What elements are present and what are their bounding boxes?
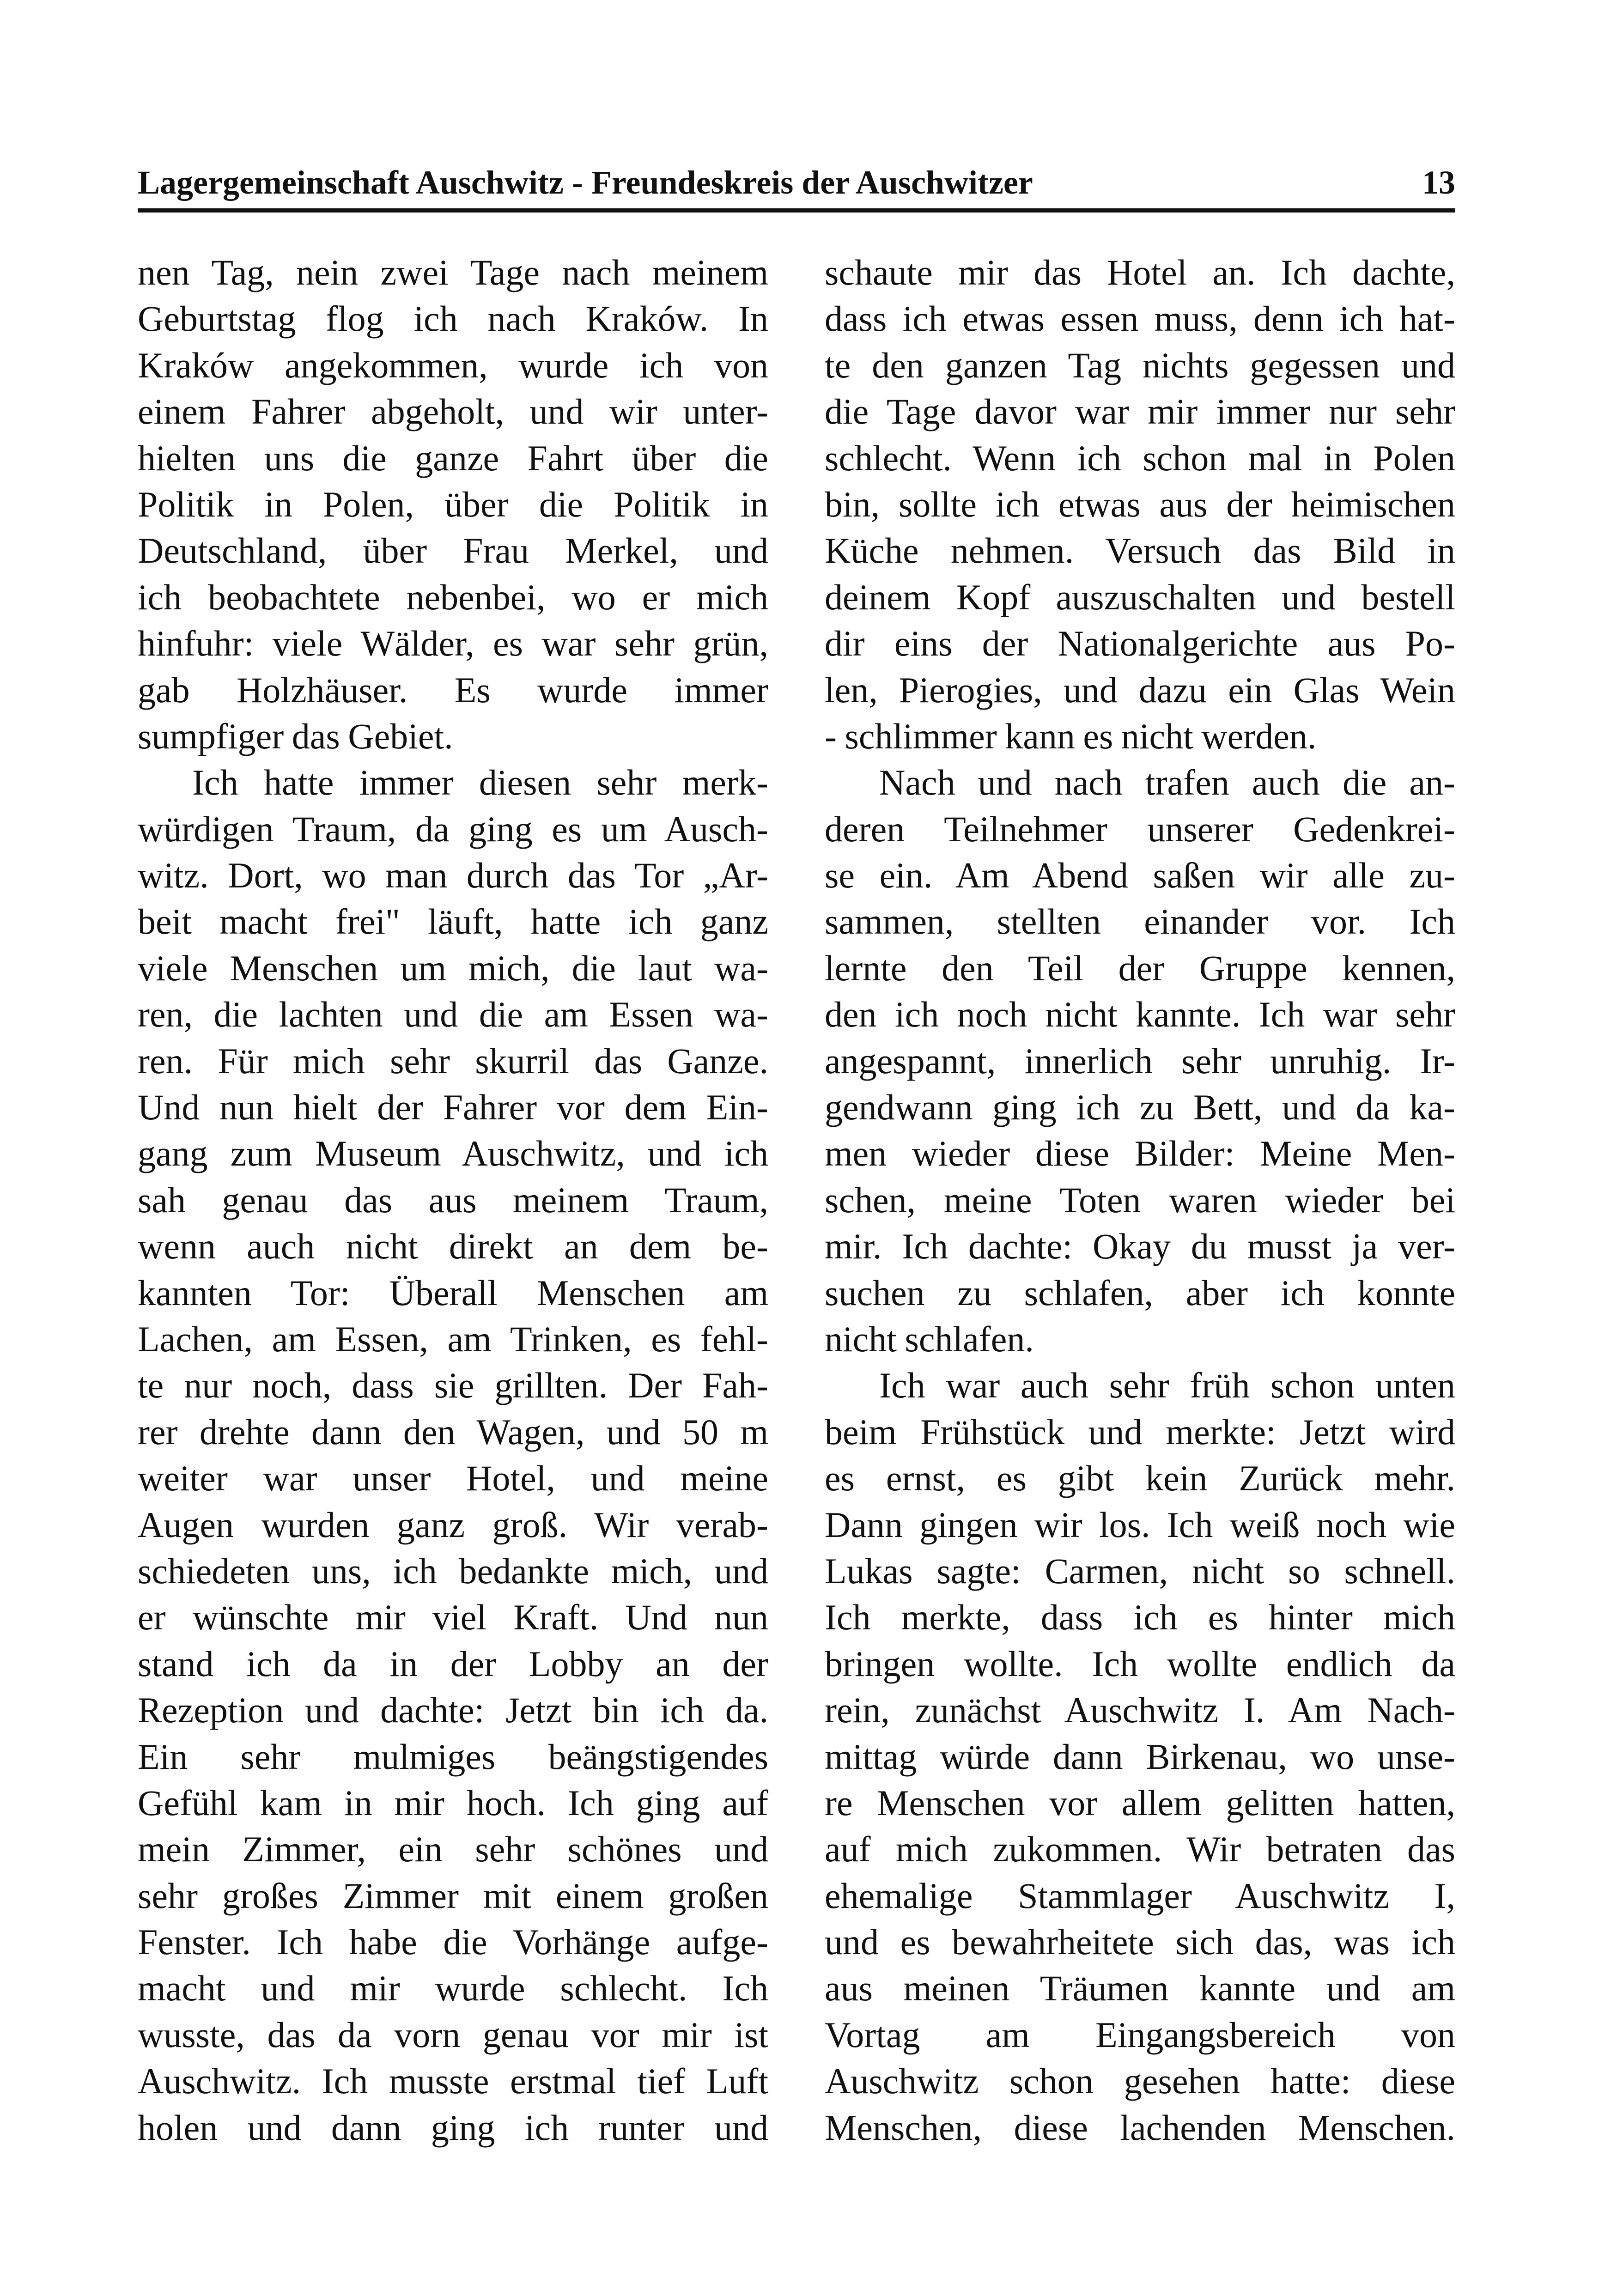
text-line: angespannt, innerlich sehr unruhig. Ir- (825, 1040, 1455, 1081)
text-line: Vortag am Eingangsbereich von (825, 2014, 1455, 2055)
text-line: se ein. Am Abend saßen wir alle zu- (825, 855, 1455, 896)
text-line: mir. Ich dachte: Okay du musst ja ver- (825, 1226, 1455, 1267)
text-line: beim Frühstück und merkte: Jetzt wird (825, 1411, 1455, 1452)
text-column-left (138, 249, 768, 2151)
text-line: Rezeption und dachte: Jetzt bin ich da. (138, 1690, 768, 1731)
text-line: Ich merkte, dass ich es hinter mich (825, 1597, 1455, 1638)
text-line: nicht schlafen. (825, 1318, 1034, 1359)
text-line: Nach und nach trafen auch die an- (879, 762, 1455, 803)
text-line: würdigen Traum, da ging es um Ausch- (138, 808, 768, 849)
text-line: gang zum Museum Auschwitz, und ich (138, 1133, 768, 1174)
text-line: Ich hatte immer diesen sehr merk- (192, 762, 768, 803)
text-line: Auschwitz. Ich musste erstmal tief Luft (138, 2061, 768, 2102)
text-line: rein, zunächst Auschwitz I. Am Nach- (825, 1690, 1455, 1731)
text-line: - schlimmer kann es nicht werden. (825, 716, 1317, 756)
text-line: Fenster. Ich habe die Vorhänge aufge- (138, 1922, 768, 1962)
text-line: er wünschte mir viel Kraft. Und nun (138, 1597, 768, 1638)
text-line: rer drehte dann den Wagen, und 50 m (138, 1411, 768, 1452)
text-line: kannten Tor: Überall Menschen am (138, 1272, 768, 1313)
text-line: dir eins der Nationalgerichte aus Po- (825, 623, 1455, 664)
text-line: sammen, stellten einander vor. Ich (825, 901, 1455, 942)
text-line: gendwann ging ich zu Bett, und da ka- (825, 1087, 1455, 1128)
text-line: men wieder diese Bilder: Meine Men- (825, 1133, 1455, 1174)
text-line: dass ich etwas essen muss, denn ich hat- (825, 298, 1455, 339)
running-header (138, 162, 1455, 213)
text-line: deren Teilnehmer unserer Gedenkrei- (825, 808, 1455, 849)
text-line: den ich noch nicht kannte. Ich war sehr (825, 994, 1455, 1035)
text-line: Lukas sagte: Carmen, nicht so schnell. (825, 1550, 1455, 1591)
text-line: macht und mir wurde schlecht. Ich (138, 1968, 768, 2009)
text-line: holen und dann ging ich runter und (138, 2107, 768, 2148)
text-line: ich beobachtete nebenbei, wo er mich (138, 577, 768, 617)
text-line: Lachen, am Essen, am Trinken, es fehl- (138, 1318, 768, 1359)
text-line: Deutschland, über Frau Merkel, und (138, 530, 768, 571)
text-line: gab Holzhäuser. Es wurde immer (138, 669, 768, 710)
text-line: Geburtstag flog ich nach Kraków. In (138, 298, 768, 339)
text-line: lernte den Teil der Gruppe kennen, (825, 948, 1455, 988)
text-line: deinem Kopf auszuschalten und bestell (825, 577, 1455, 617)
text-line: sehr großes Zimmer mit einem großen (138, 1875, 768, 1916)
text-line: aus meinen Träumen kannte und am (825, 1968, 1455, 2009)
text-line: mein Zimmer, ein sehr schönes und (138, 1829, 768, 1870)
text-line: Kraków angekommen, wurde ich von (138, 345, 768, 385)
text-line: re Menschen vor allem gelitten hatten, (825, 1782, 1455, 1823)
text-line: wusste, das da vorn genau vor mir ist (138, 2014, 768, 2055)
text-line: ren, die lachten und die am Essen wa- (138, 994, 768, 1035)
text-line: ren. Für mich sehr skurril das Ganze. (138, 1040, 768, 1081)
text-line: Ein sehr mulmiges beängstigendes (138, 1736, 768, 1777)
text-line: Gefühl kam in mir hoch. Ich ging auf (138, 1782, 768, 1823)
text-line: Auschwitz schon gesehen hatte: diese (825, 2061, 1455, 2102)
text-line: Augen wurden ganz groß. Wir verab- (138, 1504, 768, 1545)
page-number: 13 (1422, 164, 1455, 201)
text-line: Küche nehmen. Versuch das Bild in (825, 530, 1455, 571)
text-line: schlecht. Wenn ich schon mal in Polen (825, 437, 1455, 478)
text-line: mittag würde dann Birkenau, wo unse- (825, 1736, 1455, 1777)
text-line: weiter war unser Hotel, und meine (138, 1458, 768, 1499)
text-line: viele Menschen um mich, die laut wa- (138, 948, 768, 988)
text-line: te den ganzen Tag nichts gegessen und (825, 345, 1455, 385)
text-line: len, Pierogies, und dazu ein Glas Wein (825, 669, 1455, 710)
text-line: wenn auch nicht direkt an dem be- (138, 1226, 768, 1267)
text-line: hielten uns die ganze Fahrt über die (138, 437, 768, 478)
text-line: sah genau das aus meinem Traum, (138, 1179, 768, 1220)
text-line: Ich war auch sehr früh schon unten (879, 1365, 1455, 1406)
text-line: stand ich da in der Lobby an der (138, 1643, 768, 1684)
text-line: bringen wollte. Ich wollte endlich da (825, 1643, 1455, 1684)
text-line: und es bewahrheitete sich das, was ich (825, 1922, 1455, 1962)
text-line: bin, sollte ich etwas aus der heimischen (825, 484, 1455, 524)
text-line: schen, meine Toten waren wieder bei (825, 1179, 1455, 1220)
text-line: suchen zu schlafen, aber ich konnte (825, 1272, 1455, 1313)
text-line: te nur noch, dass sie grillten. Der Fah- (138, 1365, 768, 1406)
text-line: Menschen, diese lachenden Menschen. (825, 2107, 1455, 2148)
text-column-right (825, 249, 1455, 2151)
text-line: schiedeten uns, ich bedankte mich, und (138, 1550, 768, 1591)
text-line: Und nun hielt der Fahrer vor dem Ein- (138, 1087, 768, 1128)
text-line: ehemalige Stammlager Auschwitz I, (825, 1875, 1455, 1916)
text-line: witz. Dort, wo man durch das Tor „Ar- (138, 855, 768, 896)
text-line: sumpfiger das Gebiet. (138, 716, 453, 756)
text-line: schaute mir das Hotel an. Ich dachte, (825, 252, 1455, 292)
text-line: einem Fahrer abgeholt, und wir unter- (138, 391, 768, 432)
text-line: es ernst, es gibt kein Zurück mehr. (825, 1458, 1455, 1499)
text-line: die Tage davor war mir immer nur sehr (825, 391, 1455, 432)
header-title: Lagergemeinschaft Auschwitz - Freundeskreis der Auschwitzer (138, 164, 1033, 201)
text-line: Dann gingen wir los. Ich weiß noch wie (825, 1504, 1455, 1545)
text-line: nen Tag, nein zwei Tage nach meinem (138, 252, 768, 292)
text-line: Politik in Polen, über die Politik in (138, 484, 768, 524)
text-line: hinfuhr: viele Wälder, es war sehr grün, (138, 623, 768, 664)
text-line: auf mich zukommen. Wir betraten das (825, 1829, 1455, 1870)
text-line: beit macht frei" läuft, hatte ich ganz (138, 901, 768, 942)
